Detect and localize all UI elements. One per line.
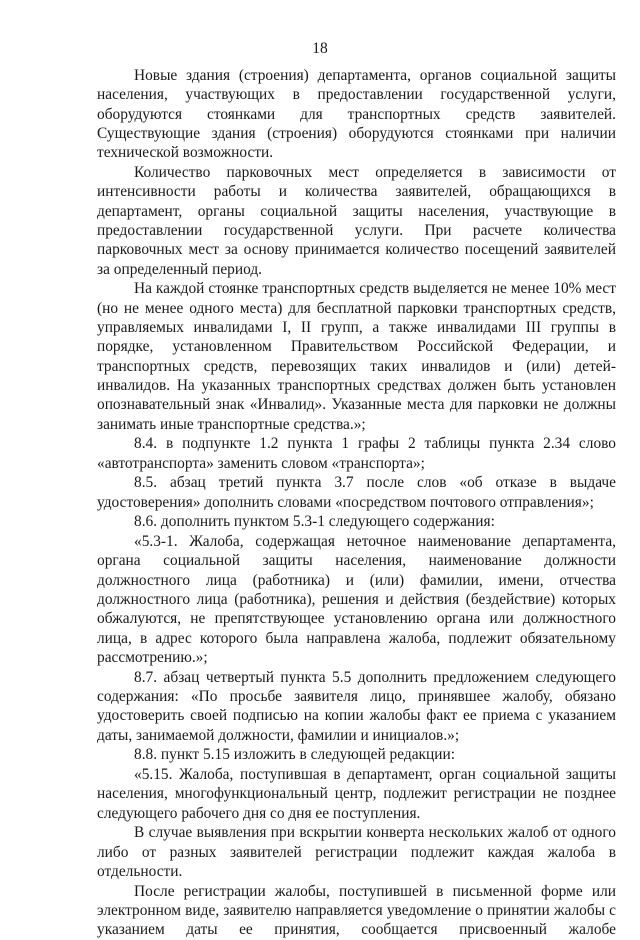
paragraph: 8.7. абзац четвертый пункта 5.5 дополнить предложением следующего содержания: «По просьбе заявителя лицо, принявшее жалобу, обязано удостоверить своей подписью на копии жалобы факт ее приема с указанием даты, занимаемой должности, фамилии и инициалов.»; (97, 668, 616, 744)
paragraph: 8.5. абзац третий пункта 3.7 после слов «об отказе в выдаче удостоверения» дополнить словами «посредством почтового отправления»; (97, 474, 616, 511)
paragraph: После регистрации жалобы, поступившей в письменной форме или электронном виде, заявителю направляется уведомление о принятии жалобы с указанием даты ее принятия, сообщается присвоенный жалобе (97, 882, 616, 939)
paragraph: Количество парковочных мест определяется в зависимости от интенсивности работы и количества заявителей, обращающихся в департамент, органы социальной защиты населения, участвующие в предоставлении государственной услуги. При расчете количества парковочных мест за основу принимается количество посещений заявителей за определенный период. (97, 164, 616, 278)
paragraph: На каждой стоянке транспортных средств выделяется не менее 10% мест (но не менее одного места) для бесплатной парковки транспортных средств, управляемых инвалидами I, II групп, а также инвалидами III группы в порядке, установленном Правительством Российской Федерации, и транспортных средств, перевозящих таких инвалидов и (или) детей-инвалидов. На указанных транспортных средствах должен быть установлен опознавательный знак «Инвалид». Указанные места для парковки не должны занимать иные транспортные средства.»; (97, 280, 616, 433)
paragraph: «5.15. Жалоба, поступившая в департамент, орган социальной защиты населения, многофункциональный центр, подлежит регистрации не позднее следующего рабочего дня со дня ее поступления. (97, 766, 616, 822)
paragraph: 8.8. пункт 5.15 изложить в следующей редакции: (134, 746, 455, 764)
paragraph: Новые здания (строения) департамента, органов социальной защиты населения, участвующих в предоставлении государственной услуги, оборудуются стоянками для транспортных средств заявителей. Существующие здания (строения) оборудуются стоянками при наличии технической возможности. (97, 67, 616, 162)
paragraph: «5.3-1. Жалоба, содержащая неточное наименование департамента, органа социальной защиты населения, наименование должности должностного лица (работника) и (или) фамилии, имени, отчества должностного лица (работника), решения и действия (бездействие) которых обжалуются, не препятствующее установлению органа или должностного лица, в адрес которого была направлена жалоба, подлежит обязательному рассмотрению.»; (97, 533, 616, 667)
paragraph: 8.6. дополнить пунктом 5.3-1 следующего содержания: (134, 513, 495, 531)
paragraph: 8.4. в подпункте 1.2 пункта 1 графы 2 таблицы пункта 2.34 слово «автотранспорта» заменить словом «транспорта»; (97, 435, 616, 472)
paragraph: В случае выявления при вскрытии конверта нескольких жалоб от одного либо от разных заявителей регистрации подлежит каждая жалоба в отдельности. (97, 824, 616, 881)
document-body (97, 66, 616, 940)
page-number: 18 (312, 40, 328, 57)
